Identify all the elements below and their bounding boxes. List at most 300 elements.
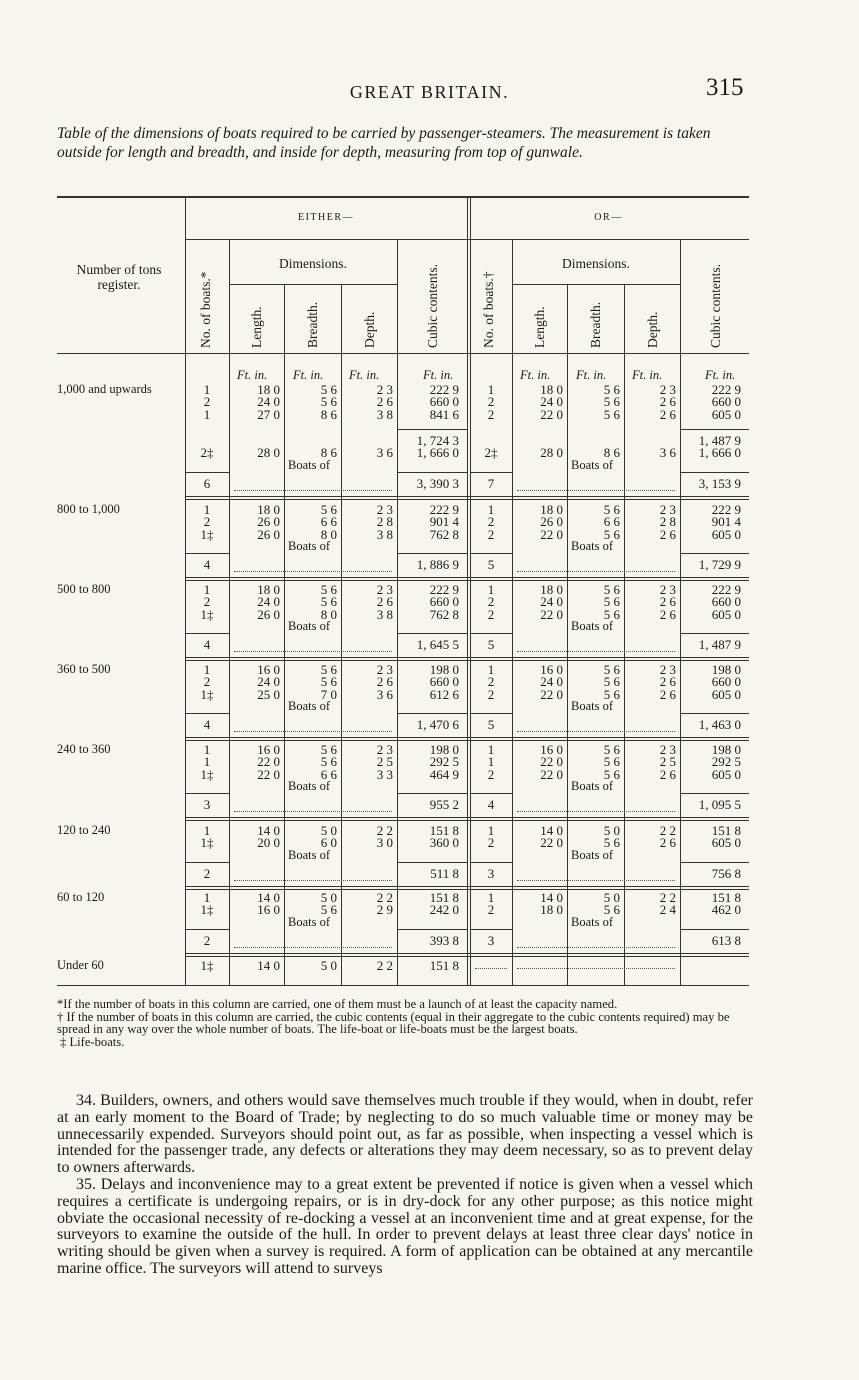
or-total-boats: 5 [487,556,495,572]
either-cell-br: 5 6 [320,742,337,757]
either-cell-br: 8 6 [320,406,337,422]
or-cell-len: 18 0 [540,502,563,517]
either-cell-dp: 2 8 [376,514,393,530]
either-cell-n: 1‡ [200,766,214,782]
or-cell-n: 1 [487,823,495,838]
or-cell-len: 22 0 [540,835,563,851]
either-cell-n: 1 [203,742,211,757]
or-cell-dp: 2 5 [659,754,676,770]
either-cell-br: 5 0 [320,823,337,838]
total-rule [185,862,229,863]
boats-of-label: Boats of [288,618,331,633]
or-cell-cu: 901 4 [711,514,741,530]
either-cell-br: 8 0 [320,526,337,542]
total-rule [470,713,512,714]
either-total-cubic: 393 8 [429,932,459,948]
either-cell-cu: 292 5 [429,754,459,770]
either-total-cubic: 955 2 [429,796,459,812]
either-cell-len: 16 0 [257,742,280,757]
group-bottom-rule [185,820,749,821]
or-cell-dp: 2 6 [659,835,676,851]
total-rule [397,929,467,930]
or-cell-br: 5 6 [603,394,620,410]
group-label: 800 to 1,000 [57,502,120,516]
or-cell-br: 5 6 [603,742,620,757]
either-cell-dp: 2 3 [376,742,393,757]
either-cell-cu: 841 6 [429,406,459,422]
either-cell-len: 27 0 [257,406,280,422]
or-cell-br: 5 6 [603,835,620,851]
or-extra-br: 8 6 [603,445,620,461]
total-rule [185,713,229,714]
either-total-cubic: 1, 470 6 [416,716,459,732]
or-cell-cu: 605 0 [711,686,741,702]
either-cell-cu: 901 4 [429,514,459,530]
col-breadth-or: Breadth. [588,301,603,348]
or-cell-n: 1 [487,890,495,905]
boats-of-label: Boats of [571,618,614,633]
group-label: 1,000 and upwards [57,382,152,396]
or-cell-br: 5 6 [603,766,620,782]
or-cell-n: 2 [487,406,495,422]
or-cell-dp: 2 3 [659,742,676,757]
either-cell-cu: 222 9 [429,502,459,517]
or-total-boats: 3 [487,932,495,948]
dotted-fill [517,571,675,572]
or-cell-cu: 605 0 [711,766,741,782]
footnote-star: *If the number of boats in this column are carried, one of them must be a launch of at least the capacity named. [57,997,618,1011]
either-cell-br: 5 6 [320,674,337,690]
total-rule [680,553,749,554]
or-cell-cu: 605 0 [711,526,741,542]
or-cell-len: 24 0 [540,394,563,410]
or-cell-dp: 2 2 [659,890,676,905]
group-label: 60 to 120 [57,890,105,904]
total-rule [397,553,467,554]
either-cell-cu: 612 6 [429,686,459,702]
either-cell-cu: 762 8 [429,526,459,542]
boats-of-label: Boats of [288,847,331,862]
or-extra-len: 28 0 [540,445,563,461]
dim-rule-or [512,284,680,285]
either-cell-br: 8 0 [320,606,337,622]
or-cell-dp: 2 6 [659,406,676,422]
or-cell-len: 18 0 [540,582,563,597]
either-total-boats: 3 [203,796,211,812]
subtotal-rule [397,429,467,430]
or-cell-n: 2 [487,674,495,690]
tons-header: Number of tons register. [76,262,162,292]
unit-depth-or: Ft. in. [632,368,663,382]
total-rule [397,713,467,714]
either-cell-br: 5 6 [320,382,337,397]
dimensions-header-or: Dimensions. [562,256,630,271]
either-cell-n: 1‡ [200,606,214,622]
either-cell-cu: 222 9 [429,582,459,597]
or-total-boats: 3 [487,865,495,881]
or-cell-cu: 198 0 [711,662,741,677]
or-cell-dp: 2 6 [659,394,676,410]
or-total-cubic: 1, 729 9 [698,556,741,572]
or-cell-len: 18 0 [540,382,563,397]
or-total-boats: 7 [487,475,495,491]
either-cell-br: 5 0 [320,958,337,973]
or-cell-len: 26 0 [540,514,563,530]
or-cell-len: 16 0 [540,662,563,677]
boats-of-label: Boats of [288,538,331,553]
either-cell-br: 5 6 [320,902,337,918]
either-cell-dp: 2 3 [376,582,393,597]
or-cell-cu: 292 5 [711,754,741,770]
either-subtotal: 1, 724 3 [416,432,459,448]
either-extra-br: 8 6 [320,445,337,461]
group-label: 120 to 240 [57,823,111,837]
total-rule [185,472,229,473]
either-cell-br: 5 6 [320,662,337,677]
total-rule [470,929,512,930]
either-cell-br: 7 0 [320,686,337,702]
col-boats-or: No. of boats.† [481,271,496,348]
either-cell-cu: 198 0 [429,742,459,757]
either-cell-br: 5 6 [320,754,337,770]
group-label: 240 to 360 [57,742,111,756]
or-cell-len: 16 0 [540,742,563,757]
or-cell-n: 1 [487,502,495,517]
dimensions-header-either: Dimensions. [279,256,347,271]
total-rule [680,862,749,863]
or-cell-dp: 2 6 [659,686,676,702]
either-total-cubic: 3, 390 3 [416,475,459,491]
either-cell-cu: 151 8 [429,823,459,838]
or-cell-dp: 2 6 [659,594,676,610]
either-cell-cu: 151 8 [429,958,459,973]
or-cell-br: 5 6 [603,754,620,770]
unit-cubic-or: Ft. in. [705,368,736,382]
either-cell-n: 1 [203,754,211,770]
either-cell-len: 26 0 [257,606,280,622]
col-cubic-either: Cubic contents. [425,264,440,348]
either-extra-n: 2‡ [200,445,214,461]
running-title: GREAT BRITAIN. [349,82,510,102]
or-cell-br: 6 6 [603,514,620,530]
either-cell-n: 1‡ [200,686,214,702]
or-cell-n: 2 [487,594,495,610]
dotted-fill [517,880,675,881]
or-cell-n: 1 [487,382,495,397]
boats-of-label: Boats of [288,457,331,472]
total-rule [680,929,749,930]
group-bottom-rule [185,953,749,954]
or-cell-cu: 660 0 [711,674,741,690]
or-cell-len: 22 0 [540,766,563,782]
group-bottom-rule [185,956,749,957]
either-total-boats: 4 [203,636,211,652]
group-bottom-rule [185,499,749,500]
either-cell-dp: 2 6 [376,674,393,690]
either-total-boats: 2 [203,865,211,881]
either-cell-cu: 222 9 [429,382,459,397]
boats-of-label: Boats of [288,698,331,713]
either-total-cubic: 1, 886 9 [416,556,459,572]
table-caption: Table of the dimensions of boats required to be carried by passenger-steamers. The measurement is taken outside for length and breadth, and inside for depth, measuring from top of gunwale. [57,125,711,161]
or-cell-cu: 660 0 [711,394,741,410]
total-rule [680,793,749,794]
either-cell-n: 2 [203,674,211,690]
either-cell-n: 1‡ [200,958,214,973]
either-cell-len: 14 0 [257,823,280,838]
or-cell-dp: 2 6 [659,526,676,542]
total-rule [397,793,467,794]
or-cell-len: 14 0 [540,823,563,838]
either-cell-dp: 2 3 [376,662,393,677]
or-cell-br: 5 6 [603,502,620,517]
either-total-cubic: 1, 645 5 [416,636,459,652]
or-cell-br: 5 6 [603,582,620,597]
unit-cubic-either: Ft. in. [423,368,454,382]
body-text [57,1093,753,1278]
either-cell-dp: 3 6 [376,686,393,702]
either-cell-cu: 360 0 [429,835,459,851]
either-cell-len: 22 0 [257,766,280,782]
or-cell-len: 18 0 [540,902,563,918]
either-cell-len: 26 0 [257,514,280,530]
col-depth-or: Depth. [645,311,660,348]
either-cell-len: 25 0 [257,686,280,702]
col-length-either: Length. [249,306,264,348]
or-header: OR— [594,212,623,223]
either-cell-dp: 2 5 [376,754,393,770]
or-cell-n: 2 [487,606,495,622]
either-cell-len: 16 0 [257,902,280,918]
either-total-boats: 6 [203,475,211,491]
col-rule [467,196,468,986]
boats-of-label: Boats of [571,457,614,472]
unit-breadth-either: Ft. in. [293,368,324,382]
either-cell-len: 24 0 [257,674,280,690]
dotted-fill [234,731,392,732]
or-cell-cu: 222 9 [711,502,741,517]
either-cell-n: 1 [203,406,211,422]
or-cell-br: 5 6 [603,594,620,610]
total-rule [470,633,512,634]
boats-of-label: Boats of [571,778,614,793]
boats-of-label: Boats of [571,847,614,862]
dotted-fill [517,651,675,652]
total-rule [680,713,749,714]
or-cell-br: 5 6 [603,606,620,622]
or-extra-cu: 1, 666 0 [698,445,741,461]
either-total-boats: 2 [203,932,211,948]
unit-depth-either: Ft. in. [349,368,380,382]
total-rule [185,929,229,930]
or-cell-br: 5 0 [603,823,620,838]
or-total-boats: 5 [487,716,495,732]
either-cell-dp: 2 3 [376,382,393,397]
dotted-fill [517,968,675,969]
either-header: EITHER— [297,212,355,223]
either-total-boats: 4 [203,556,211,572]
either-cell-cu: 464 9 [429,766,459,782]
either-extra-cu: 1, 666 0 [416,445,459,461]
dotted-fill [234,490,392,491]
or-cell-br: 5 0 [603,890,620,905]
dotted-fill [234,811,392,812]
dotted-fill [234,651,392,652]
either-cell-br: 5 6 [320,582,337,597]
or-cell-len: 22 0 [540,406,563,422]
or-cell-n: 1 [487,754,495,770]
either-cell-cu: 660 0 [429,394,459,410]
boats-of-label: Boats of [288,778,331,793]
total-rule [397,862,467,863]
total-rule [680,633,749,634]
either-cell-len: 14 0 [257,890,280,905]
either-cell-n: 2 [203,394,211,410]
footnote-dagger: † If the number of boats in this column are carried, the cubic contents (equal in their aggregate to the cubic contents required) may be spread in any way over the whole number of boats. The life-boat or life-boats must be the largest boats. [57,1009,730,1036]
either-cell-n: 1 [203,662,211,677]
either-cell-n: 1‡ [200,526,214,542]
boats-of-label: Boats of [571,538,614,553]
group-label: 500 to 800 [57,582,111,596]
table-bottom-rule [57,985,749,986]
or-total-cubic: 1, 487 9 [698,636,741,652]
or-cell-cu: 660 0 [711,594,741,610]
either-cell-n: 2 [203,594,211,610]
or-cell-dp: 2 6 [659,674,676,690]
either-cell-n: 1 [203,823,211,838]
group-label: 360 to 500 [57,662,111,676]
total-rule [470,793,512,794]
either-total-boats: 4 [203,716,211,732]
either-cell-cu: 242 0 [429,902,459,918]
either-cell-len: 24 0 [257,594,280,610]
or-cell-cu: 605 0 [711,406,741,422]
or-total-cubic: 3, 153 9 [698,475,741,491]
or-cell-cu: 198 0 [711,742,741,757]
dotted-fill [234,947,392,948]
or-total-boats: 5 [487,636,495,652]
unit-breadth-or: Ft. in. [576,368,607,382]
either-cell-len: 18 0 [257,502,280,517]
or-cell-br: 5 6 [603,686,620,702]
either-cell-n: 1 [203,582,211,597]
either-cell-br: 5 6 [320,594,337,610]
group-bottom-rule [185,577,749,578]
either-cell-len: 14 0 [257,958,280,973]
footnote-double-dagger: ‡ Life-boats. [60,1034,125,1049]
group-bottom-rule [185,496,749,497]
col-boats-either: No. of boats.* [198,271,213,348]
either-cell-n: 1 [203,890,211,905]
group-bottom-rule [185,737,749,738]
group-bottom-rule [185,740,749,741]
or-cell-dp: 2 6 [659,766,676,782]
either-cell-len: 18 0 [257,382,280,397]
dotted-fill [517,490,675,491]
or-cell-n: 2 [487,514,495,530]
footnotes [57,998,753,1048]
or-cell-n: 1 [487,582,495,597]
or-cell-len: 22 0 [540,526,563,542]
either-cell-dp: 2 2 [376,890,393,905]
or-cell-n: 2 [487,526,495,542]
or-cell-br: 5 6 [603,382,620,397]
or-cell-cu: 605 0 [711,835,741,851]
dotted-fill [234,880,392,881]
total-rule [185,633,229,634]
or-extra-n: 2‡ [484,445,498,461]
either-cell-br: 5 6 [320,502,337,517]
or-cell-n: 2 [487,394,495,410]
either-cell-dp: 2 2 [376,958,393,973]
either-cell-dp: 3 8 [376,406,393,422]
either-cell-br: 5 0 [320,890,337,905]
group-label: Under 60 [57,958,104,972]
either-cell-dp: 2 6 [376,394,393,410]
group-bottom-rule [185,660,749,661]
total-rule [397,633,467,634]
either-cell-dp: 2 2 [376,823,393,838]
or-cell-br: 5 6 [603,662,620,677]
or-cell-br: 5 6 [603,674,620,690]
group-bottom-rule [185,817,749,818]
or-cell-br: 5 6 [603,526,620,542]
or-cell-len: 22 0 [540,686,563,702]
either-cell-cu: 198 0 [429,662,459,677]
either-cell-len: 24 0 [257,394,280,410]
unit-length-either: Ft. in. [237,368,268,382]
or-cell-cu: 222 9 [711,382,741,397]
either-extra-len: 28 0 [257,445,280,461]
or-cell-cu: 462 0 [711,902,741,918]
or-cell-dp: 2 2 [659,823,676,838]
unit-length-or: Ft. in. [520,368,551,382]
header-bottom-rule [57,353,749,354]
or-cell-n: 2 [487,686,495,702]
or-cell-len: 14 0 [540,890,563,905]
or-cell-br: 5 6 [603,902,620,918]
either-cell-len: 22 0 [257,754,280,770]
boats-of-label: Boats of [288,914,331,929]
boats-table [57,196,749,986]
dim-rule-either [229,284,397,285]
either-cell-n: 1 [203,382,211,397]
either-cell-br: 5 6 [320,394,337,410]
either-cell-n: 1‡ [200,835,214,851]
dotted-fill [517,947,675,948]
either-cell-cu: 660 0 [429,594,459,610]
or-total-boats: 4 [487,796,495,812]
total-rule [680,472,749,473]
col-length-or: Length. [532,306,547,348]
either-cell-dp: 3 3 [376,766,393,782]
total-rule [470,472,512,473]
or-extra-dp: 3 6 [659,445,676,461]
either-cell-dp: 3 0 [376,835,393,851]
or-cell-dp: 2 6 [659,606,676,622]
either-total-cubic: 511 8 [430,865,459,881]
or-cell-n: 1 [487,742,495,757]
col-cubic-or: Cubic contents. [708,264,723,348]
or-cell-cu: 151 8 [711,823,741,838]
total-rule [470,553,512,554]
total-rule [470,862,512,863]
either-cell-dp: 2 6 [376,594,393,610]
or-total-cubic: 756 8 [711,865,741,881]
or-cell-n: 1 [487,662,495,677]
or-subtotal: 1, 487 9 [698,432,741,448]
group-bottom-rule [185,657,749,658]
